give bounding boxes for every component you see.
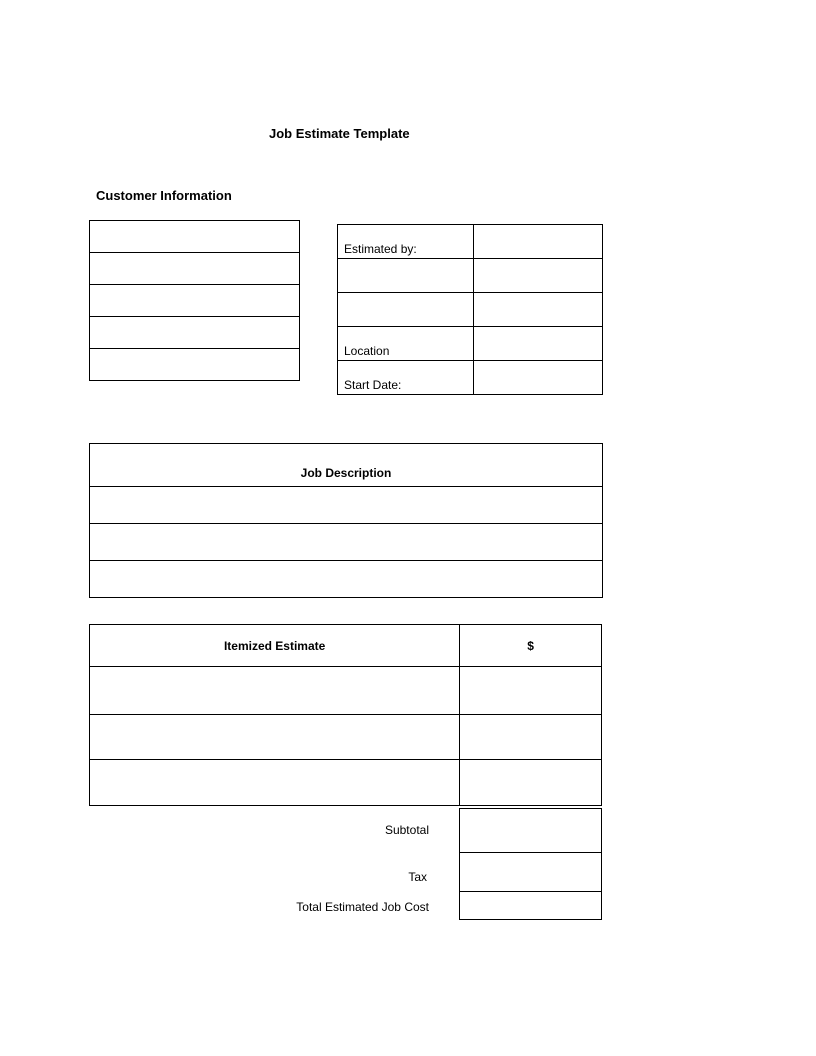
- item-amount-2[interactable]: [460, 715, 602, 760]
- estimator-info-table: [337, 224, 603, 395]
- job-description-header: Job Description: [90, 444, 603, 487]
- tax-field[interactable]: [460, 853, 602, 892]
- customer-section-label: Customer Information: [96, 188, 232, 203]
- customer-field-2[interactable]: [90, 253, 300, 285]
- itemized-estimate-table: [89, 624, 602, 806]
- estimator-row-2-label: [338, 259, 474, 293]
- totals-table: [459, 808, 602, 920]
- subtotal-field[interactable]: [460, 809, 602, 853]
- item-amount-3[interactable]: [460, 760, 602, 806]
- job-description-line-1[interactable]: [90, 487, 603, 524]
- estimator-row-3-label: [338, 293, 474, 327]
- item-description-3[interactable]: [90, 760, 460, 806]
- job-description-line-2[interactable]: [90, 524, 603, 561]
- job-description-table: [89, 443, 603, 598]
- item-description-1[interactable]: [90, 667, 460, 715]
- item-description-2[interactable]: [90, 715, 460, 760]
- total-field[interactable]: [460, 892, 602, 920]
- customer-field-1[interactable]: [90, 221, 300, 253]
- customer-field-3[interactable]: [90, 285, 300, 317]
- start-date-field[interactable]: [473, 361, 602, 395]
- page-title: Job Estimate Template: [269, 126, 410, 141]
- item-amount-1[interactable]: [460, 667, 602, 715]
- customer-field-5[interactable]: [90, 349, 300, 381]
- subtotal-label: Subtotal: [384, 823, 429, 837]
- job-description-line-3[interactable]: [90, 561, 603, 598]
- location-field[interactable]: [473, 327, 602, 361]
- start-date-label: Start Date:: [338, 361, 474, 395]
- tax-label: Tax: [408, 870, 427, 884]
- total-label: Total Estimated Job Cost: [296, 900, 429, 914]
- estimated-by-field[interactable]: [473, 225, 602, 259]
- estimator-row-3-field[interactable]: [473, 293, 602, 327]
- itemized-estimate-header: Itemized Estimate: [90, 625, 460, 667]
- location-label: Location: [338, 327, 474, 361]
- customer-info-table: [89, 220, 300, 381]
- customer-field-4[interactable]: [90, 317, 300, 349]
- estimated-by-label: Estimated by:: [338, 225, 474, 259]
- estimator-row-2-field[interactable]: [473, 259, 602, 293]
- amount-header: $: [460, 625, 602, 667]
